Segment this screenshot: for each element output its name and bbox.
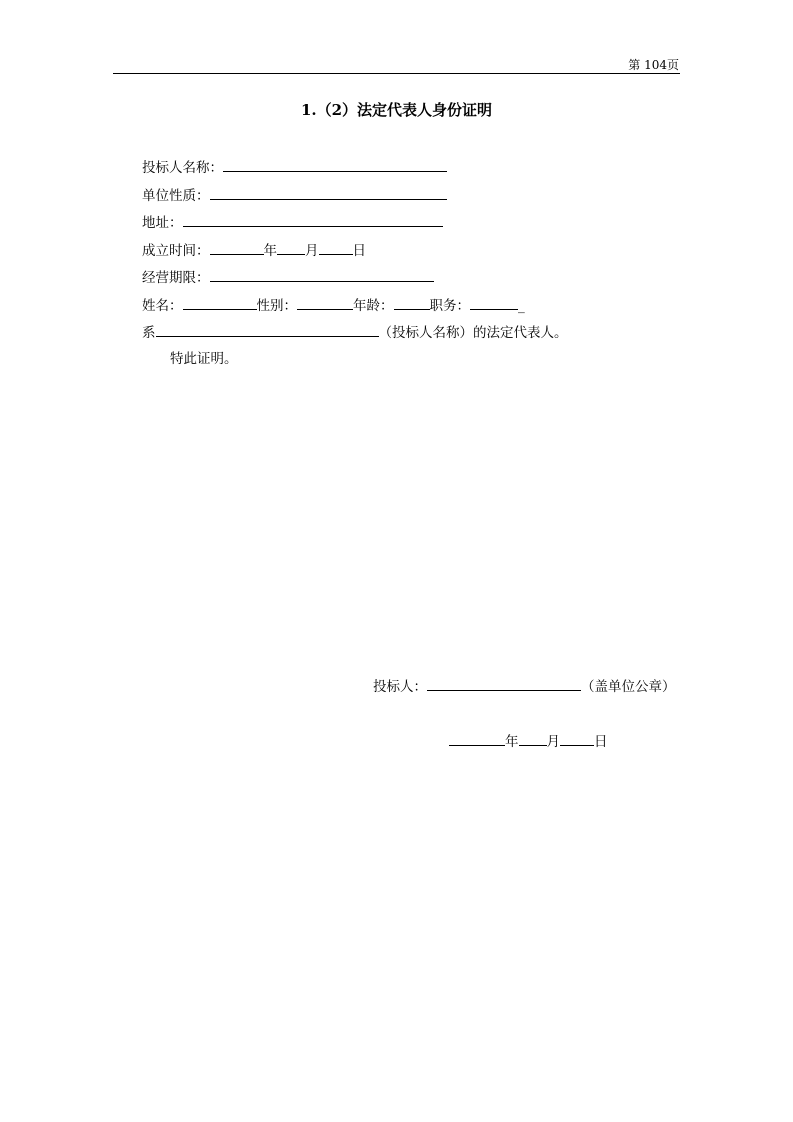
- company-name-field[interactable]: [156, 322, 379, 337]
- bidder-label: 投标人：: [373, 679, 427, 695]
- is-label: 系: [142, 325, 156, 341]
- established-year-field[interactable]: [210, 240, 264, 255]
- established-day-label: 日: [352, 243, 366, 259]
- position-field[interactable]: [470, 295, 518, 310]
- bidder-name-field[interactable]: [223, 157, 447, 172]
- age-field[interactable]: [394, 295, 430, 310]
- bidder-signature-field[interactable]: [427, 676, 581, 691]
- date-year-label: 年: [505, 734, 519, 750]
- date-row: [449, 731, 608, 751]
- bidder-name-label: 投标人名称：: [142, 160, 223, 176]
- established-year-label: 年: [263, 243, 277, 259]
- address-field[interactable]: [183, 212, 443, 227]
- address-label: 地址：: [142, 215, 183, 231]
- signature-row: [373, 676, 676, 696]
- address-row: [142, 212, 443, 232]
- page-number: 第 104页: [628, 58, 679, 72]
- unit-nature-field[interactable]: [210, 185, 447, 200]
- bidder-name-row: [142, 157, 447, 177]
- business-term-label: 经营期限：: [142, 270, 210, 286]
- age-label: 年龄：: [353, 298, 394, 314]
- name-label: 姓名：: [142, 298, 183, 314]
- established-day-field[interactable]: [319, 240, 353, 255]
- established-row: [142, 240, 366, 260]
- date-year-field[interactable]: [449, 731, 505, 746]
- date-month-field[interactable]: [519, 731, 547, 746]
- established-month-field[interactable]: [277, 240, 305, 255]
- date-day-label: 日: [594, 734, 608, 750]
- seal-note: （盖单位公章）: [581, 679, 676, 695]
- business-term-row: [142, 267, 434, 287]
- legal-rep-suffix: （投标人名称）的法定代表人。: [378, 325, 568, 341]
- certify-text: 特此证明。: [170, 351, 238, 367]
- header-rule: [113, 73, 680, 74]
- position-label: 职务：: [429, 298, 470, 314]
- gender-label: 性别：: [256, 298, 297, 314]
- unit-nature-label: 单位性质：: [142, 188, 210, 204]
- business-term-field[interactable]: [210, 267, 434, 282]
- unit-nature-row: [142, 185, 447, 205]
- position-trailing: _: [518, 298, 525, 314]
- gender-field[interactable]: [297, 295, 353, 310]
- established-label: 成立时间：: [142, 243, 210, 259]
- date-month-label: 月: [546, 734, 560, 750]
- name-field[interactable]: [183, 295, 257, 310]
- document-title: 1.（2）法定代表人身份证明: [300, 101, 493, 119]
- legal-rep-row: [142, 322, 568, 342]
- date-day-field[interactable]: [560, 731, 594, 746]
- established-month-label: 月: [305, 243, 319, 259]
- personal-info-row: [142, 295, 525, 315]
